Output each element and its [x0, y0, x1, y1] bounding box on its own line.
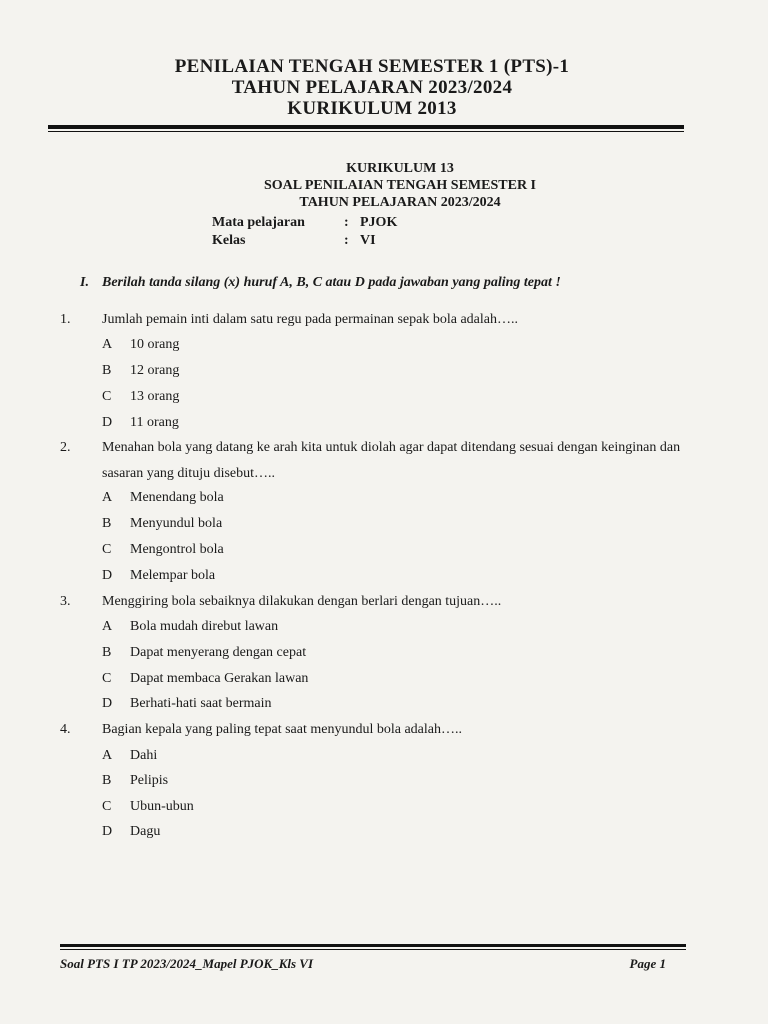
option-2a[interactable] [102, 490, 224, 506]
footer-rule-thin [60, 949, 686, 950]
exam-meta [212, 214, 397, 250]
option-text: Mengontrol bola [130, 542, 224, 557]
instruction-number: I. [80, 275, 89, 290]
class-value: VI [360, 233, 376, 248]
option-text: 10 orang [130, 337, 180, 352]
option-3d[interactable] [102, 696, 272, 712]
option-letter: A [102, 619, 113, 634]
option-letter: D [102, 568, 113, 583]
option-text: 11 orang [130, 415, 179, 430]
meta-class-row [212, 232, 397, 250]
subject-colon: : [344, 215, 349, 230]
option-letter: B [102, 516, 112, 531]
option-4a[interactable] [102, 748, 157, 764]
option-letter: B [102, 773, 112, 788]
option-text: Menyundul bola [130, 516, 223, 531]
option-text: Ubun-ubun [130, 799, 194, 814]
option-letter: D [102, 415, 113, 430]
option-text: Pelipis [130, 773, 169, 788]
question-number: 1. [60, 312, 71, 327]
option-1c[interactable] [102, 389, 179, 405]
footer-rule-thick [60, 944, 686, 947]
class-label: Kelas [212, 233, 246, 248]
class-colon: : [344, 233, 349, 248]
option-text: Dagu [130, 824, 161, 839]
subheader-year: TAHUN PELAJARAN 2023/2024 [299, 195, 501, 210]
question-stem: Bagian kepala yang paling tepat saat menyundul bola adalah….. [102, 722, 462, 737]
option-letter: A [102, 748, 113, 763]
header-year: TAHUN PELAJARAN 2023/2024 [231, 77, 513, 98]
option-2b[interactable] [102, 516, 222, 532]
option-3b[interactable] [102, 645, 306, 661]
option-text: Bola mudah direbut lawan [130, 619, 279, 634]
header-rule-thin [48, 131, 684, 132]
option-letter: B [102, 363, 112, 378]
option-text: Dapat membaca Gerakan lawan [130, 671, 309, 686]
question-stem: Menahan bola yang datang ke arah kita untuk diolah agar dapat ditendang sesuai dengan keinginan dan sasaran yang dituju disebut….. [102, 440, 681, 481]
subheader-title: SOAL PENILAIAN TENGAH SEMESTER I [263, 178, 537, 193]
option-4b[interactable] [102, 773, 168, 789]
instruction [80, 275, 720, 291]
option-letter: A [102, 490, 113, 505]
option-letter: B [102, 645, 112, 660]
footer-document-name: Soal PTS I TP 2023/2024_Mapel PJOK_Kls VI [60, 956, 314, 971]
option-3c[interactable] [102, 671, 308, 687]
option-text: 12 orang [130, 363, 180, 378]
question-stem: Menggiring bola sebaiknya dilakukan dengan berlari dengan tujuan….. [102, 594, 502, 609]
option-text: Dahi [130, 748, 158, 763]
option-text: Menendang bola [130, 490, 224, 505]
option-text: 13 orang [130, 389, 180, 404]
option-1d[interactable] [102, 415, 179, 431]
option-2c[interactable] [102, 542, 224, 558]
subject-label: Mata pelajaran [212, 215, 305, 230]
header-title: PENILAIAN TENGAH SEMESTER 1 (PTS)-1 [174, 56, 570, 77]
subject-value: PJOK [360, 215, 398, 230]
option-text: Dapat menyerang dengan cepat [130, 645, 307, 660]
option-3a[interactable] [102, 619, 278, 635]
instruction-text: Berilah tanda silang (x) huruf A, B, C atau D pada jawaban yang paling tepat ! [102, 275, 561, 290]
option-letter: D [102, 824, 113, 839]
option-text: Berhati-hati saat bermain [130, 696, 272, 711]
option-letter: C [102, 671, 112, 686]
question-number: 3. [60, 594, 71, 609]
option-text: Melempar bola [130, 568, 216, 583]
meta-subject-row [212, 214, 397, 232]
option-1b[interactable] [102, 363, 179, 379]
subheader-curriculum: KURIKULUM 13 [346, 161, 454, 176]
option-1a[interactable] [102, 337, 179, 353]
option-letter: D [102, 696, 113, 711]
question-number: 2. [60, 440, 71, 455]
option-letter: C [102, 389, 112, 404]
option-letter: C [102, 799, 112, 814]
header-curriculum: KURIKULUM 2013 [287, 98, 457, 119]
question-stem: Jumlah pemain inti dalam satu regu pada permainan sepak bola adalah….. [102, 312, 518, 327]
subheader [200, 160, 600, 211]
footer-page-number: Page 1 [629, 956, 666, 971]
option-4c[interactable] [102, 799, 194, 815]
header-rule-thick [48, 125, 684, 129]
option-letter: A [102, 337, 113, 352]
option-4d[interactable] [102, 824, 160, 840]
option-2d[interactable] [102, 568, 215, 584]
option-letter: C [102, 542, 112, 557]
question-number: 4. [60, 722, 71, 737]
document-header [60, 56, 684, 119]
